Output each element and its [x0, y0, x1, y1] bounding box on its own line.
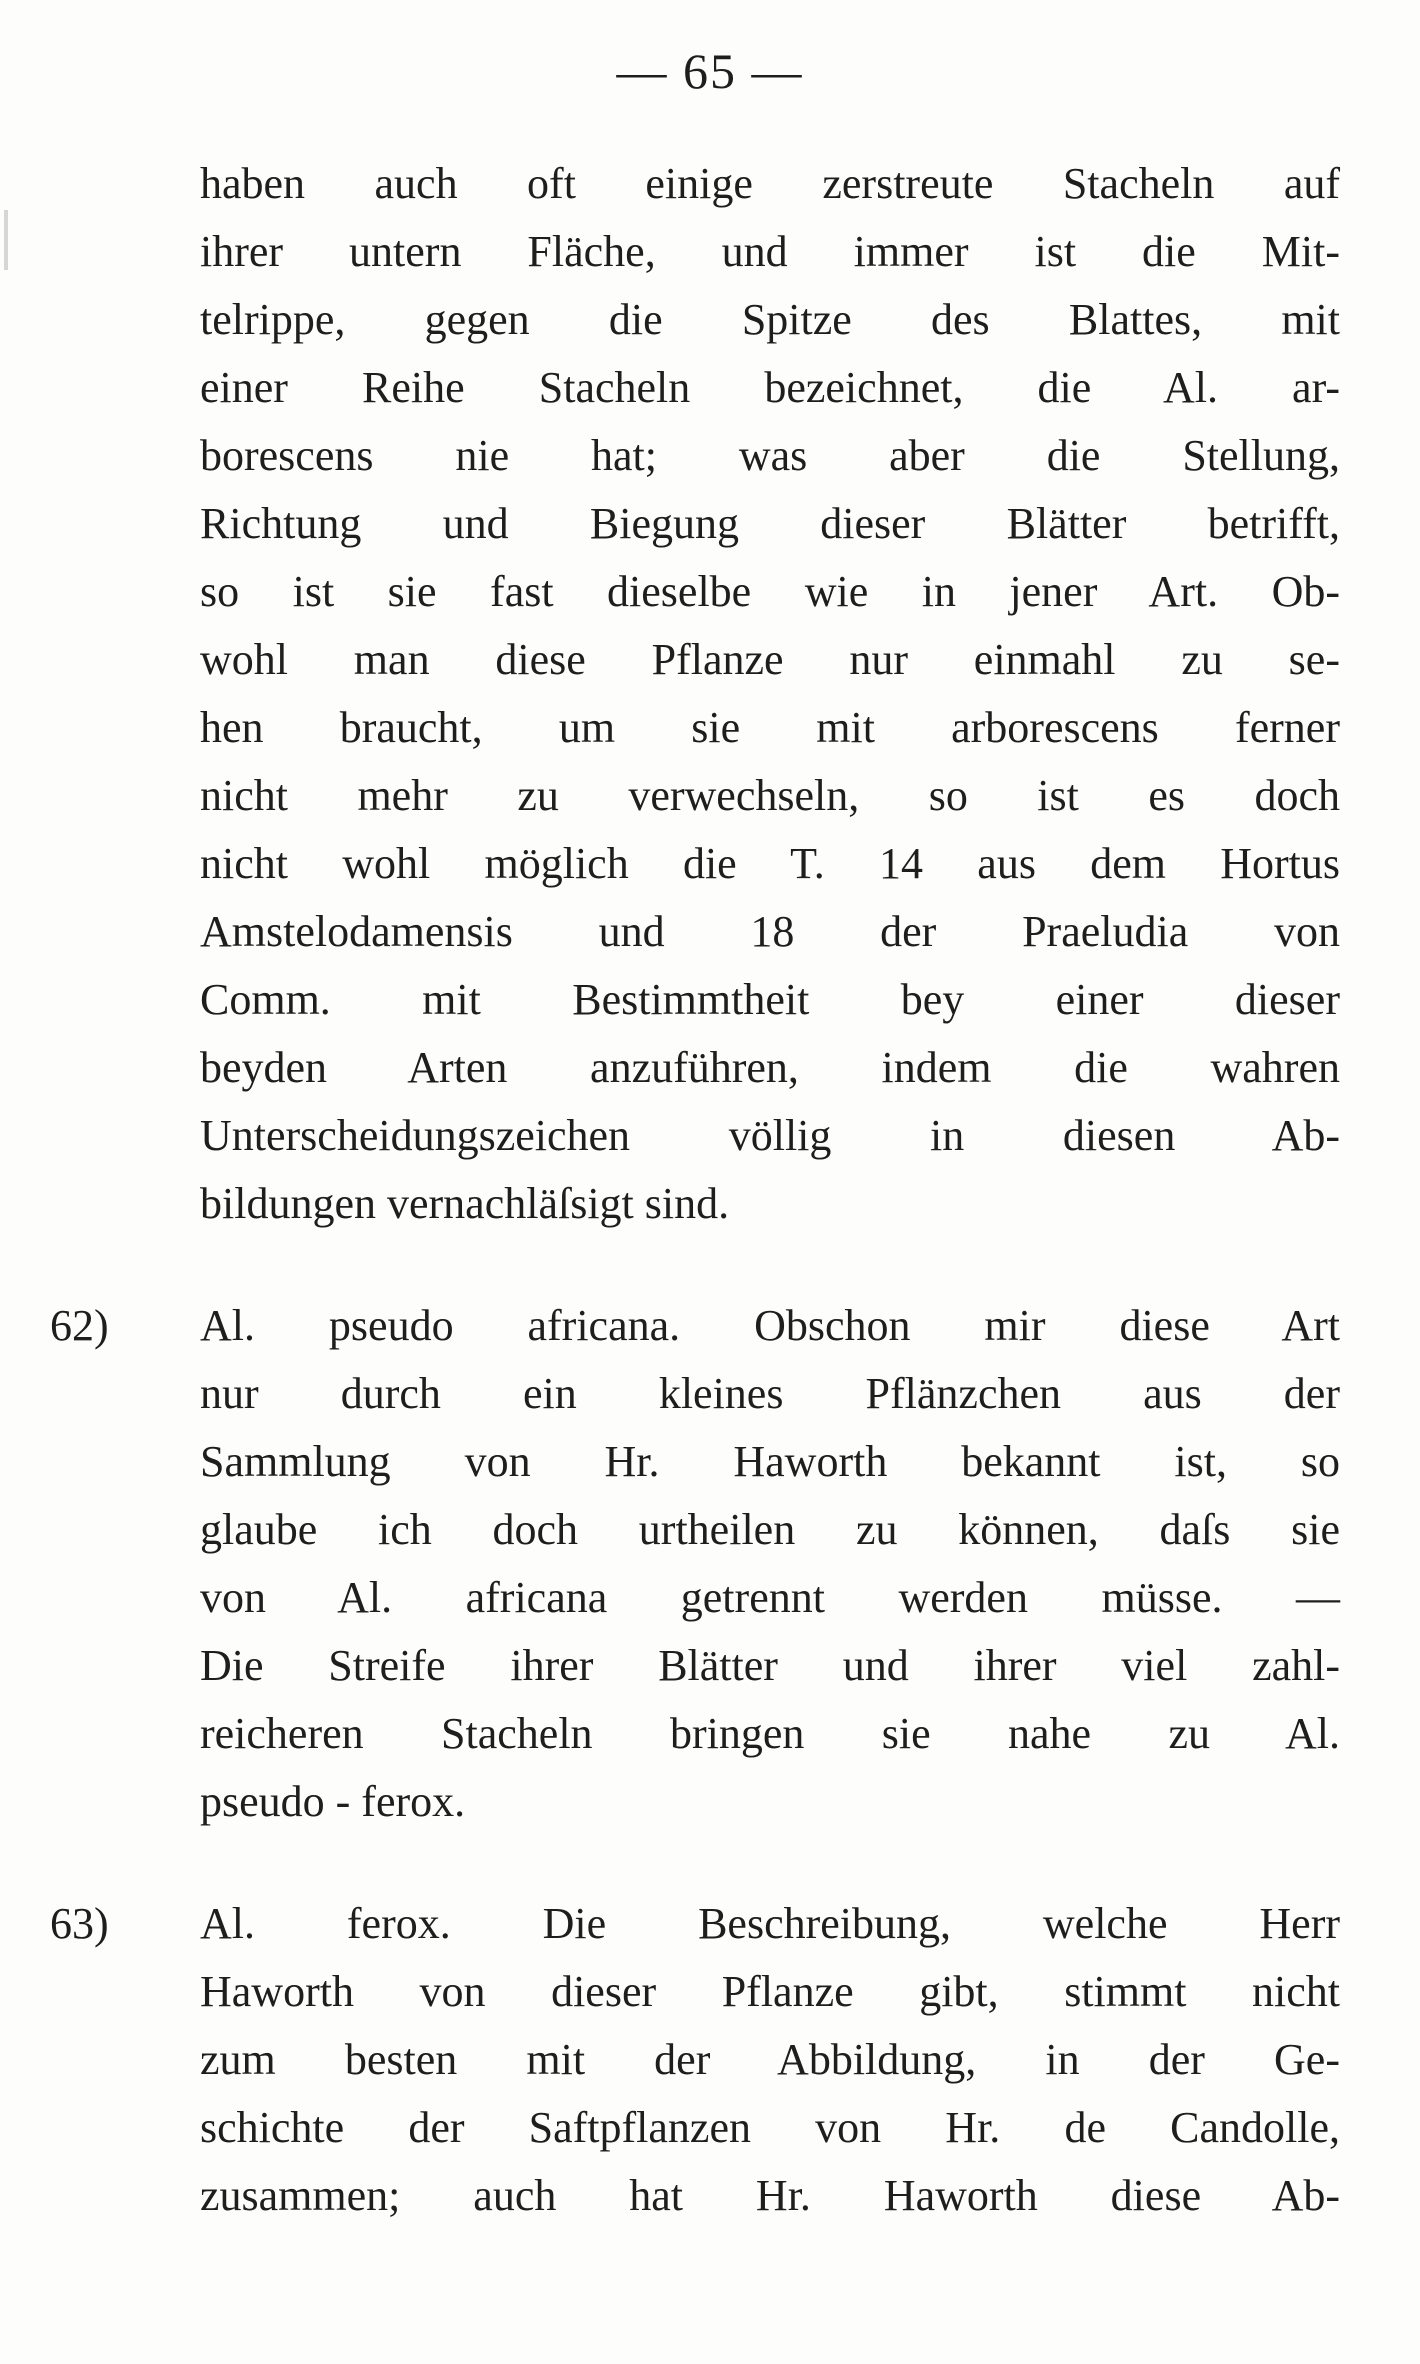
text-line: Comm. mit Bestimmtheit bey einer dieser: [200, 975, 1340, 1024]
entry-number: 62): [50, 1301, 109, 1350]
text-line: von Al. africana getrennt werden müsse. —: [200, 1573, 1340, 1622]
text-line: zusammen; auch hat Hr. Haworth diese Ab-: [200, 2171, 1340, 2220]
text-line: ihrer untern Fläche, und immer ist die Mit-: [200, 227, 1340, 276]
text-line: telrippe, gegen die Spitze des Blattes, mit: [200, 295, 1340, 344]
paragraph-continuation: [200, 150, 1340, 1238]
text-line: Haworth von dieser Pflanze gibt, stimmt nicht: [200, 1967, 1340, 2016]
text-line: Al. pseudo africana. Obschon mir diese Art: [200, 1301, 1340, 1350]
entry-62: [50, 1292, 1340, 1836]
text-line: Die Streife ihrer Blätter und ihrer viel zahl-: [200, 1641, 1340, 1690]
text-line: beyden Arten anzuführen, indem die wahren: [200, 1043, 1340, 1092]
entry-number: 63): [50, 1899, 109, 1948]
text-line: schichte der Saftpflanzen von Hr. de Candolle,: [200, 2103, 1340, 2152]
text-line: Unterscheidungszeichen völlig in diesen Ab-: [200, 1111, 1340, 1160]
text-line: nicht mehr zu verwechseln, so ist es doch: [200, 771, 1340, 820]
text-line: wohl man diese Pflanze nur einmahl zu se-: [200, 635, 1340, 684]
text-line: borescens nie hat; was aber die Stellung,: [200, 431, 1340, 480]
text-line: Al. ferox. Die Beschreibung, welche Herr: [200, 1899, 1340, 1948]
text-line: Amstelodamensis und 18 der Praeludia von: [200, 907, 1340, 956]
text-line: einer Reihe Stacheln bezeichnet, die Al. ar-: [200, 363, 1340, 412]
text-line: Sammlung von Hr. Haworth bekannt ist, so: [200, 1437, 1340, 1486]
text-line: zum besten mit der Abbildung, in der Ge-: [200, 2035, 1340, 2084]
page-number: — 65 —: [616, 43, 804, 99]
text-line: haben auch oft einige zerstreute Stacheln auf: [200, 159, 1340, 208]
text-line: hen braucht, um sie mit arborescens ferner: [200, 703, 1340, 752]
entry-63: [50, 1890, 1340, 2230]
page-edge-shadow: [4, 210, 8, 270]
text-line: nicht wohl möglich die T. 14 aus dem Hortus: [200, 839, 1340, 888]
text-line: bildungen vernachläſsigt sind.: [200, 1179, 730, 1228]
text-line: nur durch ein kleines Pflänzchen aus der: [200, 1369, 1340, 1418]
text-line: pseudo - ferox.: [200, 1777, 466, 1826]
text-line: reicheren Stacheln bringen sie nahe zu Al.: [200, 1709, 1340, 1758]
text-line: Richtung und Biegung dieser Blätter betrifft,: [200, 499, 1340, 548]
text-line: glaube ich doch urtheilen zu können, daſs sie: [200, 1505, 1340, 1554]
text-line: so ist sie fast dieselbe wie in jener Art. Ob-: [200, 567, 1340, 616]
